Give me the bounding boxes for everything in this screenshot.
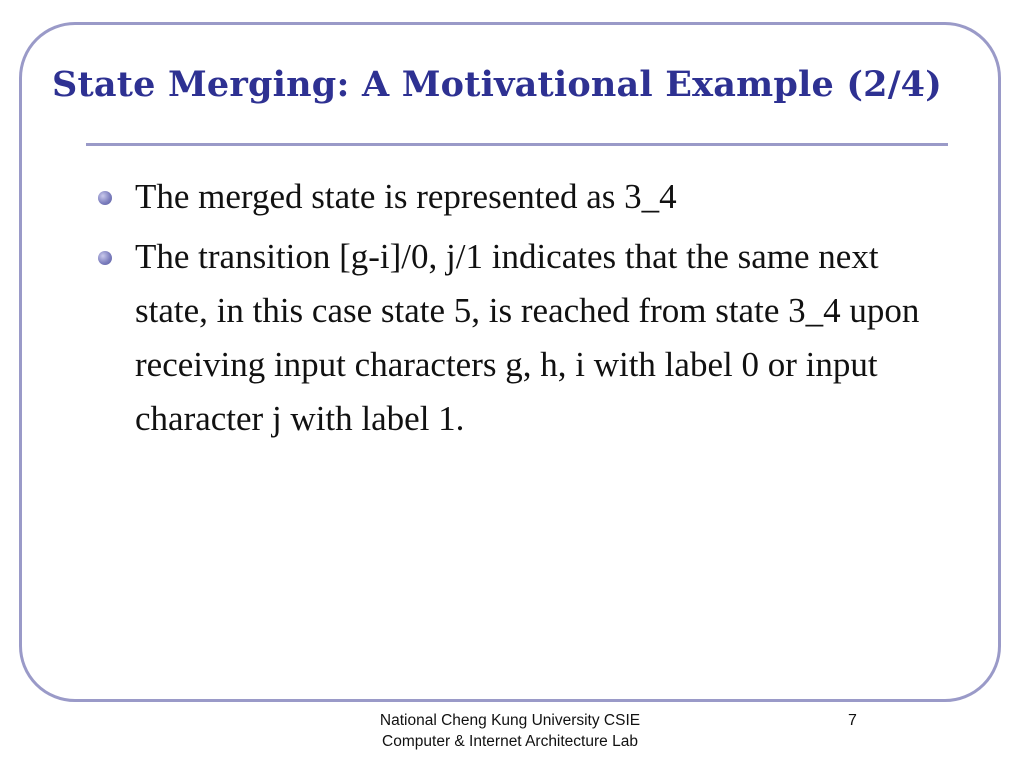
slide-title: State Merging: A Motivational Example (2/4) [52,64,942,105]
bullet-text: The transition [g-i]/0, j/1 indicates that the same next state, in this case state 5, is reached from state 3_4 upon receiving input characters g, h, i with label 0 or input character j with label 1. [135,237,920,438]
bullet-dot-icon [98,251,112,265]
bullet-list [98,170,938,452]
bullet-item [98,170,938,224]
bullet-text: The merged state is represented as 3_4 [135,177,677,216]
footer-line-lab: Computer & Internet Architecture Lab [382,733,638,750]
footer-line-university: National Cheng Kung University CSIE [379,712,641,729]
page-number: 7 [848,712,857,729]
footer-institution [330,710,690,752]
title-divider [86,143,948,146]
bullet-dot-icon [98,191,112,205]
bullet-item [98,230,938,446]
